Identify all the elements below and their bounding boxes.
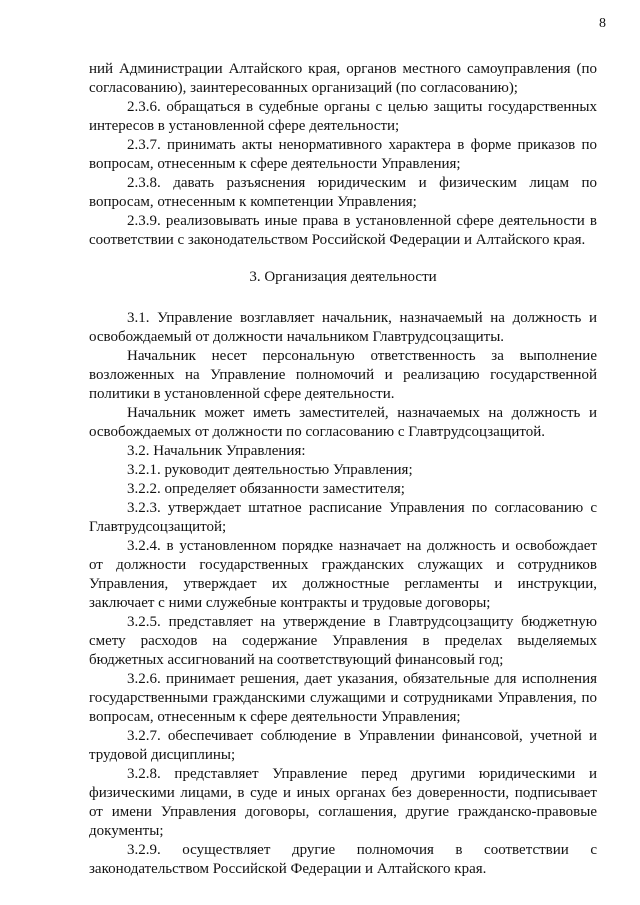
paragraph: 3.2.4. в установленном порядке назначает на должность и освобождает от должности государственных гражданских служащих и сотрудников Управления, утверждает их должностные регламенты и инструкции, заключает с ними служебные контракты и трудовые договоры;	[89, 538, 597, 611]
paragraph: 3.1. Управление возглавляет начальник, назначаемый на должность и освобождаемый от должности начальником Главтрудсоцзащиты.	[89, 310, 597, 345]
paragraph: 3.2.7. обеспечивает соблюдение в Управлении финансовой, учетной и трудовой дисциплины;	[89, 728, 597, 763]
document-body	[89, 60, 597, 879]
paragraph: 3.2.6. принимает решения, дает указания, обязательные для исполнения государственными гражданскими служащими и сотрудниками Управления, по вопросам, отнесенным к сфере деятельности Управления;	[89, 671, 597, 725]
page-number: 8	[599, 16, 606, 31]
paragraph: 2.3.6. обращаться в судебные органы с целью защиты государственных интересов в установленной сфере деятельности;	[89, 99, 597, 134]
section-title: 3. Организация деятельности	[249, 269, 437, 285]
paragraph: 3.2.1. руководит деятельностью Управления;	[127, 462, 413, 478]
paragraph: 3.2. Начальник Управления:	[127, 443, 306, 459]
paragraph: ний Администрации Алтайского края, органов местного самоуправления (по согласованию), заинтересованных организаций (по согласованию);	[89, 61, 597, 96]
paragraph: Начальник несет персональную ответственность за выполнение возложенных на Управление полномочий и реализацию государственной политики в установленной сфере деятельности.	[89, 348, 597, 402]
paragraph: 2.3.9. реализовывать иные права в установленной сфере деятельности в соответствии с законодательством Российской Федерации и Алтайского края.	[89, 213, 597, 248]
paragraph: 3.2.3. утверждает штатное расписание Управления по согласованию с Главтрудсоцзащитой;	[89, 500, 597, 535]
paragraph: Начальник может иметь заместителей, назначаемых на должность и освобождаемых от должности по согласованию с Главтрудсоцзащитой.	[89, 405, 597, 440]
paragraph: 3.2.2. определяет обязанности заместителя;	[127, 481, 405, 497]
paragraph: 2.3.7. принимать акты ненормативного характера в форме приказов по вопросам, отнесенным к сфере деятельности Управления;	[89, 137, 597, 172]
paragraph: 3.2.8. представляет Управление перед другими юридическими и физическими лицами, в суде и иных органах без доверенности, подписывает от имени Управления договоры, соглашения, другие гражданско-правовые документы;	[89, 766, 597, 839]
paragraph: 2.3.8. давать разъяснения юридическим и физическим лицам по вопросам, отнесенным к компетенции Управления;	[89, 175, 597, 210]
paragraph: 3.2.9. осуществляет другие полномочия в соответствии с законодательством Российской Федерации и Алтайского края.	[89, 842, 597, 877]
paragraph: 3.2.5. представляет на утверждение в Главтрудсоцзащиту бюджетную смету расходов на содержание Управления в пределах выделяемых бюджетных ассигнований на соответствующий финансовый год;	[89, 614, 597, 668]
